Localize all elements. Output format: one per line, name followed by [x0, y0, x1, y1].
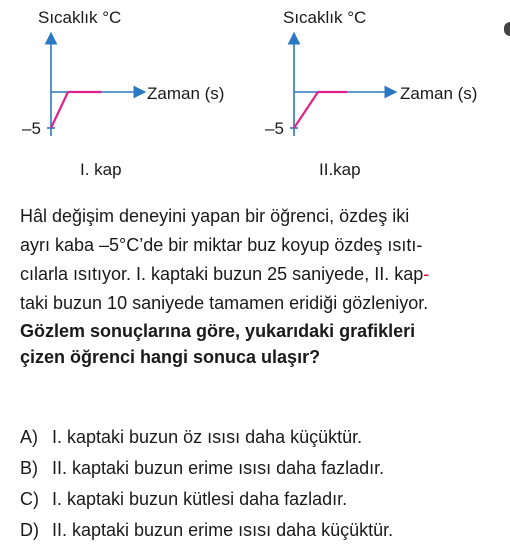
problem-line-2: ayrı kaba –5°C’de bir miktar buz koyup özdeş ısıtı- — [20, 235, 423, 255]
graphs-area — [0, 0, 510, 200]
problem-line-3-main: cılarla ısıtıyor. I. kaptaki buzun 25 saniyede, II. kap — [20, 264, 424, 284]
question-line-2: çizen öğrenci hangi sonuca ulaşır? — [20, 347, 321, 367]
option-b[interactable] — [20, 454, 502, 485]
option-b-text: II. kaptaki buzun erime ısısı daha fazladır. — [52, 458, 385, 478]
problem-line-3-hyphen: - — [423, 264, 430, 284]
question-line-1: Gözlem sonuçlarına göre, yukarıdaki grafikleri — [20, 321, 416, 341]
option-d[interactable] — [20, 516, 502, 547]
graph-2 — [265, 8, 477, 138]
option-a[interactable] — [20, 423, 502, 454]
problem-line-1: Hâl değişim deneyini yapan bir öğrenci, özdeş iki — [20, 206, 410, 226]
graph-1-x-axis-label: Zaman (s) — [147, 84, 225, 103]
option-a-letter: A) — [20, 427, 38, 447]
graph-2-y-tick-label: –5 — [265, 119, 284, 138]
graph-1-y-axis-label: Sıcaklık °C — [38, 8, 122, 27]
graph-2-x-axis-label: Zaman (s) — [400, 84, 478, 103]
answer-options — [20, 423, 502, 547]
option-c[interactable] — [20, 485, 502, 516]
option-c-letter: C) — [20, 489, 39, 509]
problem-line-3 — [20, 260, 502, 289]
problem-line-4: taki buzun 10 saniyede tamamen eridiği gözleniyor. — [20, 293, 429, 313]
graphs-svg — [0, 0, 510, 200]
option-a-text: I. kaptaki buzun öz ısısı daha küçüktür. — [52, 427, 363, 447]
option-d-text: II. kaptaki buzun erime ısısı daha küçüktür. — [52, 520, 394, 540]
graph-2-heating-curve — [294, 92, 347, 128]
graph-1 — [22, 8, 224, 138]
page-edge-mark — [504, 22, 510, 36]
option-d-letter: D) — [20, 520, 39, 540]
problem-text — [20, 202, 502, 370]
graph-2-y-axis-label: Sıcaklık °C — [283, 8, 367, 27]
graph-1-y-tick-label: –5 — [22, 119, 41, 138]
graph-1-caption: I. kap — [80, 160, 122, 179]
option-b-letter: B) — [20, 458, 38, 478]
option-c-text: I. kaptaki buzun kütlesi daha fazladır. — [52, 489, 348, 509]
graph-2-caption: II.kap — [319, 160, 361, 179]
graph-1-heating-curve — [51, 92, 101, 128]
